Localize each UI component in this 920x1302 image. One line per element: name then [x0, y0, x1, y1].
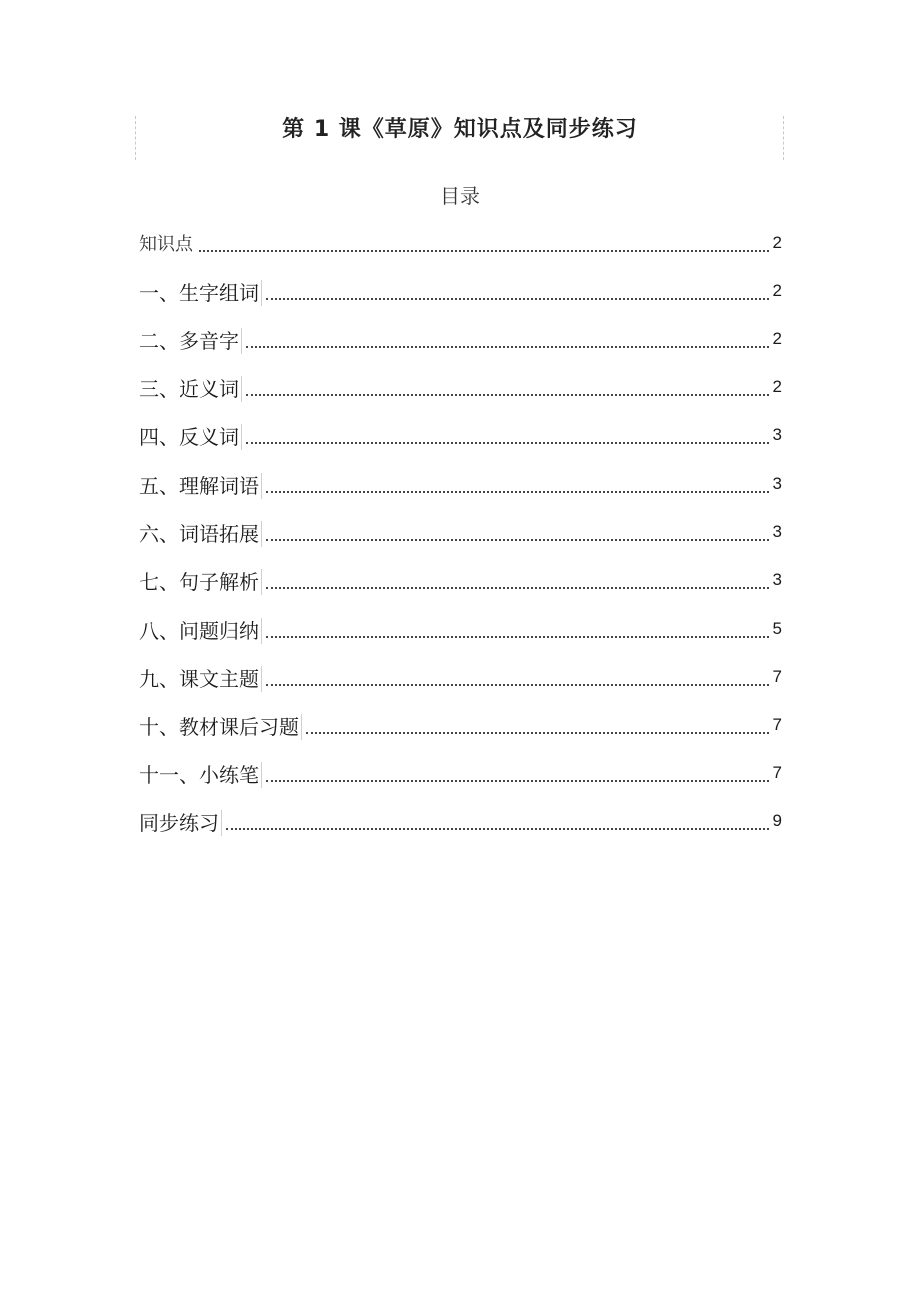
- toc-entry-word-expansion[interactable]: [139, 517, 782, 547]
- toc-entry-knowledge[interactable]: [139, 228, 782, 258]
- toc-entry-label: 十一、小练笔: [139, 762, 262, 788]
- toc-entry-textbook-exercises[interactable]: [139, 710, 782, 740]
- toc-entry-label: 一、生字组词: [139, 280, 262, 306]
- toc-entry-page: 2: [772, 329, 782, 348]
- toc-dot-leader: [246, 346, 769, 348]
- toc-entry-page: 3: [772, 425, 782, 444]
- toc-dot-leader: [246, 442, 769, 444]
- toc-entry-label: 知识点: [139, 234, 193, 255]
- toc-entry-antonyms[interactable]: [139, 420, 782, 450]
- toc-entry-word-meaning[interactable]: [139, 469, 782, 499]
- toc-entry-sentence-analysis[interactable]: [139, 565, 782, 595]
- toc-entry-page: 3: [772, 522, 782, 541]
- toc-entry-label: 七、句子解析: [139, 569, 262, 595]
- toc-dot-leader: [266, 491, 769, 493]
- toc-entry-label: 九、课文主题: [139, 666, 262, 692]
- toc-heading: 目录: [440, 184, 480, 208]
- toc-dot-leader: [266, 780, 769, 782]
- toc-entry-page: 2: [772, 281, 782, 300]
- toc-entry-label: 八、问题归纳: [139, 618, 262, 644]
- toc-dot-leader: [266, 298, 769, 300]
- toc-entry-label: 同步练习: [139, 810, 222, 836]
- toc-entry-text-theme[interactable]: [139, 662, 782, 692]
- toc-entry-label: 四、反义词: [139, 424, 242, 450]
- toc-dot-leader: [266, 539, 769, 541]
- toc-entry-page: 3: [772, 570, 782, 589]
- toc-entry-page: 7: [772, 763, 782, 782]
- toc-entry-polyphones[interactable]: [139, 324, 782, 354]
- toc-dot-leader: [306, 732, 769, 734]
- toc-dot-leader: [226, 828, 769, 830]
- toc-entry-page: 7: [772, 715, 782, 734]
- toc-entry-label: 二、多音字: [139, 328, 242, 354]
- toc-entry-words[interactable]: [139, 276, 782, 306]
- toc-entry-label: 三、近义词: [139, 376, 242, 402]
- toc-entry-page: 3: [772, 474, 782, 493]
- toc-entry-question-summary[interactable]: [139, 614, 782, 644]
- toc-entry-page: 2: [772, 233, 782, 252]
- toc-entry-short-writing[interactable]: [139, 758, 782, 788]
- toc-dot-leader: [266, 587, 769, 589]
- toc-entry-label: 十、教材课后习题: [139, 714, 302, 740]
- toc-entry-label: 五、理解词语: [139, 473, 262, 499]
- document-title: 第 1 课《草原》知识点及同步练习: [282, 117, 638, 142]
- toc-entry-page: 9: [772, 811, 782, 830]
- toc-entry-synonyms[interactable]: [139, 372, 782, 402]
- toc-dot-leader: [266, 636, 769, 638]
- toc-entry-page: 5: [772, 619, 782, 638]
- toc-entry-page: 7: [772, 667, 782, 686]
- toc-entry-sync-practice[interactable]: [139, 806, 782, 836]
- toc-dot-leader: [199, 250, 769, 252]
- toc-entry-page: 2: [772, 377, 782, 396]
- toc-dot-leader: [246, 394, 769, 396]
- toc-dot-leader: [266, 684, 769, 686]
- toc-entry-label: 六、词语拓展: [139, 521, 262, 547]
